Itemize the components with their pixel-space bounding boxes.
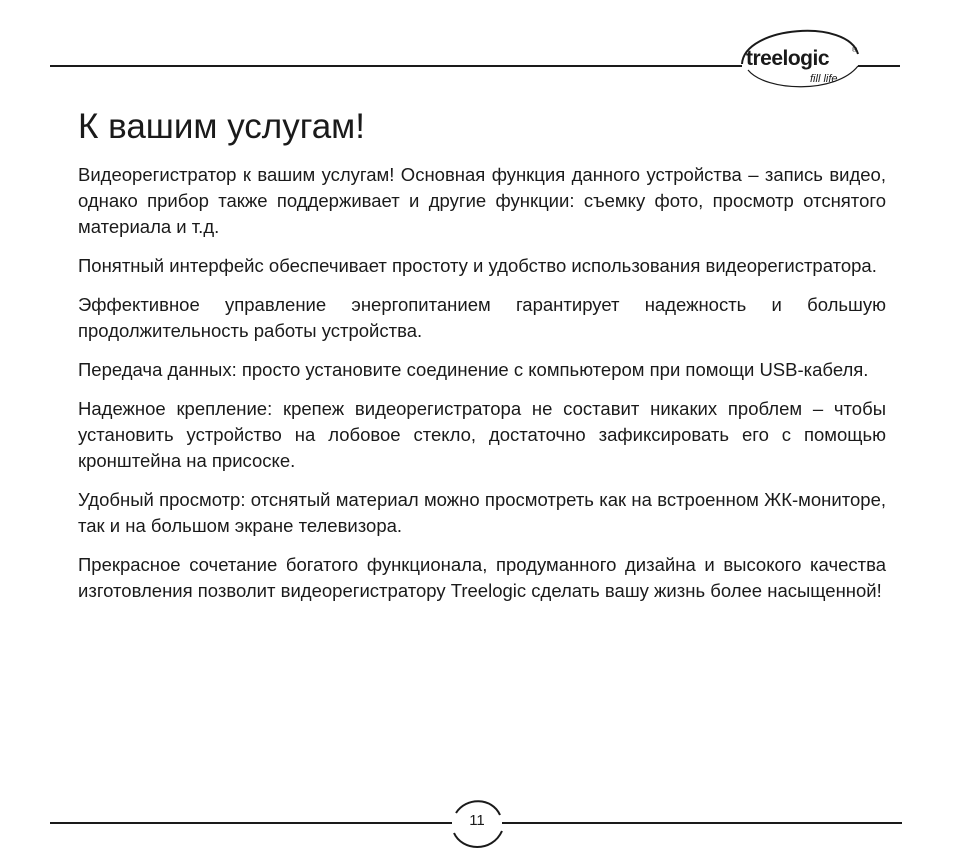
footer-rule-right: [502, 822, 902, 824]
paragraph: Видеорегистратор к вашим услугам! Основная функция данного устройства – запись видео, однако прибор также поддерживает и другие функции: съемку фото, просмотр отснятого материала и т.д.: [78, 164, 886, 237]
paragraph: Надежное крепление: крепеж видеорегистратора не составит никаких проблем – чтобы установить устройство на лобовое стекло, достаточно зафиксировать его с помощью кронштейна на присоске.: [78, 398, 886, 471]
paragraph: Прекрасное сочетание богатого функционала, продуманного дизайна и высокого качества изготовления позволит видеорегистратору Treelogic сделать вашу жизнь более насыщенной!: [78, 554, 886, 601]
header-rule-right: [858, 65, 900, 67]
body-text: [78, 162, 886, 617]
logo-wordmark: treelogic: [746, 47, 830, 70]
paragraph: Удобный просмотр: отснятый материал можно просмотреть как на встроенном ЖК-мониторе, так и на большом экране телевизора.: [78, 489, 886, 536]
page-title: К вашим услугам!: [78, 107, 365, 146]
header-rule-left: [50, 65, 742, 67]
paragraph: Понятный интерфейс обеспечивает простоту и удобство использования видеорегистратора.: [78, 255, 877, 276]
footer-rule-left: [50, 822, 452, 824]
treelogic-logo: [736, 14, 864, 92]
paragraph: Эффективное управление энергопитанием гарантирует надежность и большую продолжительность работы устройства.: [78, 294, 886, 341]
page-number: 11: [469, 812, 485, 829]
paragraph: Передача данных: просто установите соединение с компьютером при помощи USB-кабеля.: [78, 359, 869, 380]
registered-mark: ®: [852, 47, 858, 54]
logo-tagline: fill life: [810, 73, 838, 85]
